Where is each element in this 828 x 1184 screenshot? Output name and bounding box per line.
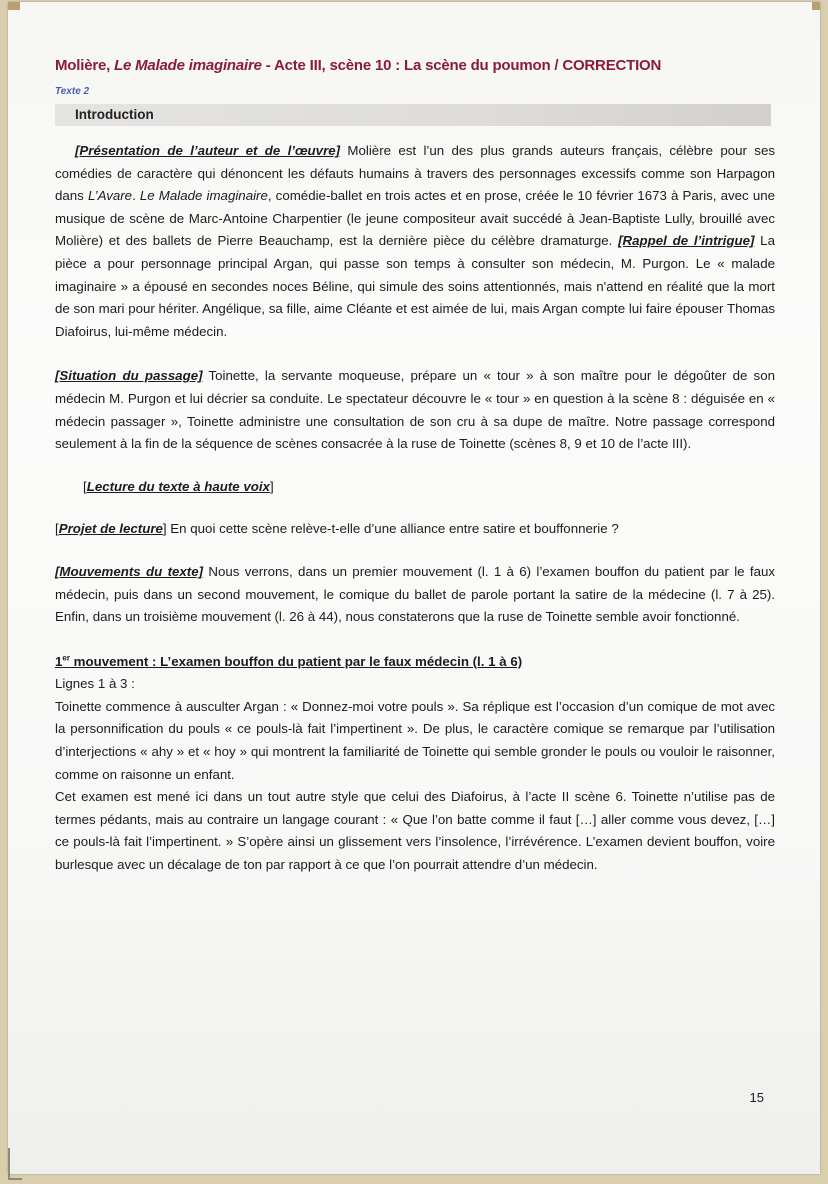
- paragraph-text: En quoi cette scène relève-t-elle d’une alliance entre satire et bouffonnerie ?: [166, 521, 619, 537]
- paragraph-text: Molière est l’un des plus grands auteurs français, célèbre pour ses comédies de caractère qui dénoncent les défauts humains à travers des personnages excessifs comme son Harpagon dans: [55, 143, 775, 204]
- bracket: ]: [269, 478, 274, 494]
- paragraph-situation: [55, 365, 775, 455]
- paragraph-mouvements: [55, 561, 775, 629]
- label-presentation: [Présentation de l’auteur et de l’œuvre]: [75, 143, 341, 158]
- paragraph-presentation: [55, 140, 775, 343]
- document-title: [55, 56, 775, 76]
- heading-text: mouvement : L’examen bouffon du patient par le faux médecin (l. 1 à 6): [69, 653, 523, 669]
- movement-1-heading: [55, 651, 775, 674]
- section-heading-bar: [55, 104, 771, 126]
- label-lecture: Lecture du texte à haute voix: [86, 478, 270, 494]
- document-page: [8, 2, 820, 1174]
- heading-number: 1: [55, 653, 63, 669]
- work-title: L’Avare: [87, 188, 133, 204]
- paragraph-projet: [55, 518, 775, 541]
- paragraph-text: , comédie-ballet en trois actes et en prose, créée le 10 février 1673 à Paris, avec une musique de scène de Marc-Antoine Charpentier (le jeune compositeur avait succédé à Jean-Baptiste Lully, brouillé avec Molière) et des ballets de Pierre Beauchamp, est la dernière pièce du célèbre dramaturge.: [55, 188, 775, 249]
- bracket: [: [83, 478, 87, 494]
- heading-superscript: er: [62, 653, 70, 663]
- label-intrigue: [Rappel de l’intrigue]: [618, 233, 755, 249]
- texte-label: Texte 2: [55, 86, 90, 97]
- paragraph-lecture: [55, 476, 775, 499]
- paper-edge: [8, 1148, 22, 1180]
- title-author: Molière,: [55, 57, 115, 74]
- page-number: 15: [749, 1090, 764, 1105]
- paper-corner: [8, 2, 20, 10]
- document-content: [55, 56, 775, 877]
- bracket: [: [55, 521, 59, 537]
- bracket: ]: [162, 521, 167, 537]
- paragraph-text: La pièce a pour personnage principal Argan, qui passe son temps à consulter son médecin, M. Purgon. Le « malade imaginaire » a épousé en secondes noces Béline, qui simule des soins attentionnés, mais n'attend en réalité que la mort de son mari pour hériter. Angélique, sa fille, aime Cléante et est aimée de lui, mais Argan compte lui faire épouser Thomas Diafoirus, lui-même médecin.: [55, 233, 775, 339]
- title-work: Le Malade imaginaire: [114, 57, 262, 74]
- section-heading: Introduction: [75, 106, 154, 122]
- paper-corner: [812, 2, 820, 10]
- lines-label: Lignes 1 à 3 :: [55, 676, 135, 692]
- label-mouvements: [Mouvements du texte]: [55, 563, 204, 579]
- movement-1-paragraph-1: Toinette commence à ausculter Argan : « Donnez-moi votre pouls ». Sa réplique est l’occasion d’un comique de mot avec la personnification du pouls « ce pouls-là fait l’impertinent ». De plus, le caractère comique se remarque par l’utilisation d’interjections « ahy » et « hoy » qui montrent la familiarité de Toinette qui semble gronder le pouls ou vouloir le raisonner, comme on raisonne un enfant.: [55, 698, 775, 782]
- paragraph-text: Nous verrons, dans un premier mouvement (l. 1 à 6) l’examen bouffon du patient par le faux médecin, puis dans un second mouvement, le comique du ballet de parole portant la satire de la médecine (l. 7 à 25). Enfin, dans un troisième mouvement (l. 26 à 44), nous constaterons que la ruse de Toinette semble avoir fonctionné.: [55, 563, 776, 625]
- work-title: Le Malade imaginaire: [139, 188, 268, 204]
- label-projet: Projet de lecture: [58, 521, 163, 537]
- title-rest: - Acte III, scène 10 : La scène du poumon /: [261, 57, 563, 74]
- paragraph-text: Toinette, la servante moqueuse, prépare un « tour » à son maître pour le dégoûter de son médecin M. Purgon et lui décrier sa conduite. Le spectateur découvre le « tour » en question à la scène 8 : déguisée en « médecin passager », Toinette administre une consultation de son cru à sa dupe de maître. Notre passage correspond seulement à la fin de la séquence de scènes consacrée à la ruse de Toinette (scènes 8, 9 et 10 de l’acte III).: [55, 368, 775, 452]
- movement-1-paragraph-2: Cet examen est mené ici dans un tout autre style que celui des Diafoirus, à l’acte II scène 6. Toinette n’utilise pas de termes pédants, mais au contraire un langage courant : « Que l’on batte comme il faut […] aller comme vous devez, […] ce pouls-là fait l’impertinent. » S’opère ainsi un glissement vers l’insolence, l’irrévérence. L’examen devient bouffon, voire burlesque avec un décalage de ton par rapport à ce que l’on pourrait attendre d’un médecin.: [55, 789, 775, 873]
- title-correction-tag: CORRECTION: [562, 57, 662, 74]
- label-situation: [Situation du passage]: [55, 368, 203, 384]
- paragraph-text: .: [132, 188, 140, 204]
